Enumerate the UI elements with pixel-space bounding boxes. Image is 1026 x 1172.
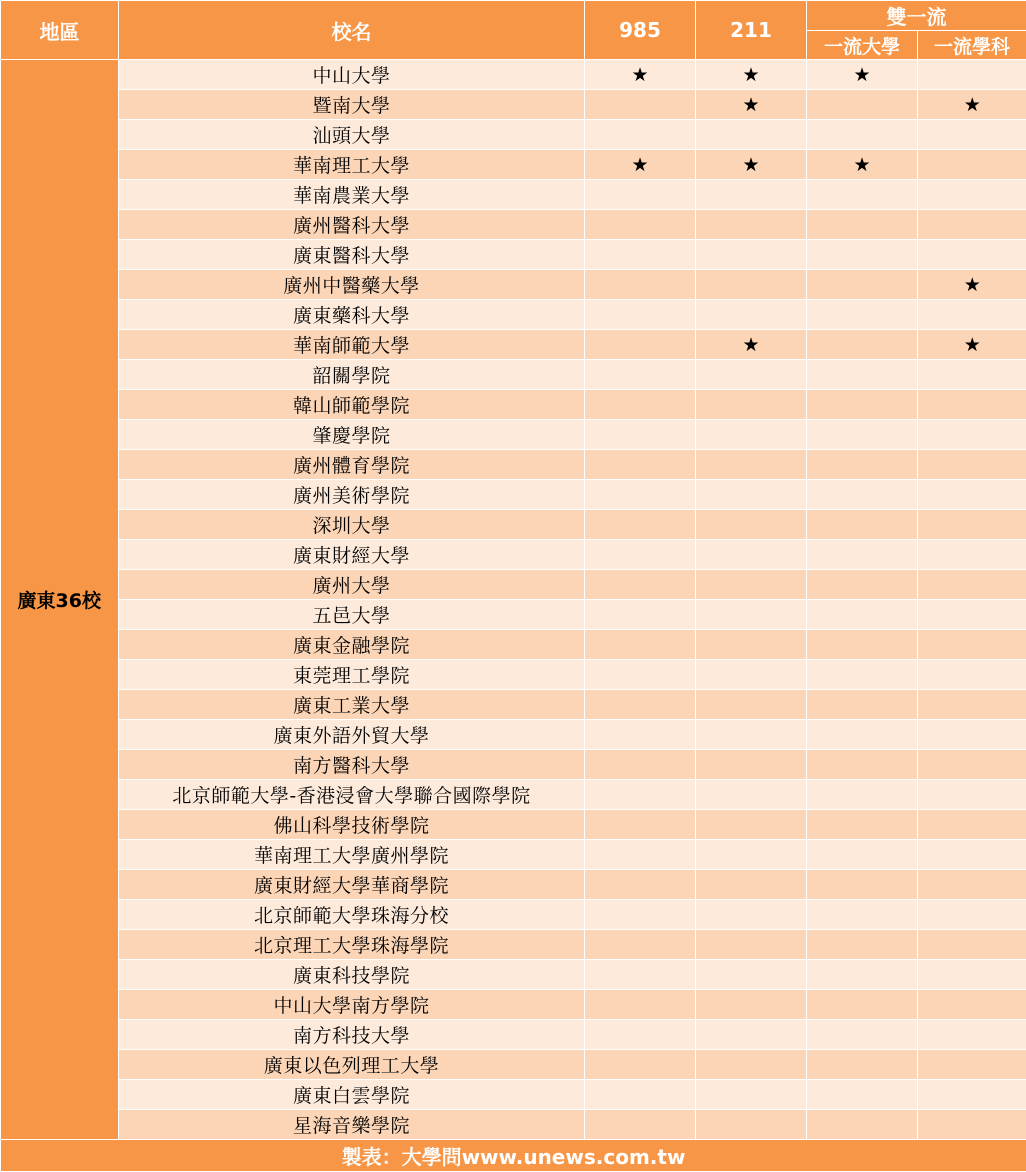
- cell-211: [696, 270, 807, 300]
- school-name-cell: 廣州大學: [119, 570, 585, 600]
- table-row: [1, 390, 1026, 420]
- table-row: [1, 240, 1026, 270]
- cell-first-class-university: [807, 540, 918, 570]
- cell-first-class-subject: [918, 540, 1026, 570]
- table-row: [1, 210, 1026, 240]
- cell-211: [696, 420, 807, 450]
- table-row: [1, 180, 1026, 210]
- cell-211: [696, 990, 807, 1020]
- cell-211: [696, 390, 807, 420]
- table-row: [1, 600, 1026, 630]
- school-name-cell: 廣州美術學院: [119, 480, 585, 510]
- school-name-cell: 華南理工大學廣州學院: [119, 840, 585, 870]
- table-row: [1, 990, 1026, 1020]
- cell-985: [585, 930, 696, 960]
- table-body: [1, 60, 1026, 1140]
- cell-first-class-university: [807, 300, 918, 330]
- cell-211: [696, 690, 807, 720]
- cell-first-class-university: [807, 960, 918, 990]
- cell-985: [585, 270, 696, 300]
- cell-first-class-subject: ★: [918, 270, 1026, 300]
- cell-985: ★: [585, 150, 696, 180]
- cell-211: [696, 1110, 807, 1140]
- table-row: [1, 840, 1026, 870]
- cell-985: [585, 540, 696, 570]
- cell-985: [585, 1020, 696, 1050]
- cell-985: [585, 870, 696, 900]
- school-name-cell: 廣東科技學院: [119, 960, 585, 990]
- school-name-cell: 深圳大學: [119, 510, 585, 540]
- cell-first-class-university: [807, 900, 918, 930]
- school-name-cell: 廣東外語外貿大學: [119, 720, 585, 750]
- cell-first-class-subject: [918, 1020, 1026, 1050]
- cell-211: [696, 540, 807, 570]
- cell-211: [696, 900, 807, 930]
- cell-first-class-subject: ★: [918, 90, 1026, 120]
- school-name-cell: 廣東財經大學: [119, 540, 585, 570]
- school-name-cell: 華南理工大學: [119, 150, 585, 180]
- cell-985: [585, 450, 696, 480]
- cell-211: [696, 240, 807, 270]
- cell-first-class-subject: [918, 480, 1026, 510]
- cell-211: [696, 510, 807, 540]
- cell-first-class-subject: [918, 600, 1026, 630]
- header-double-first-class: 雙一流: [807, 1, 1026, 31]
- cell-first-class-university: ★: [807, 60, 918, 90]
- cell-211: ★: [696, 150, 807, 180]
- cell-first-class-subject: [918, 930, 1026, 960]
- cell-985: [585, 210, 696, 240]
- cell-first-class-subject: [918, 570, 1026, 600]
- cell-211: [696, 300, 807, 330]
- header-region: 地區: [1, 1, 119, 60]
- table-row: [1, 60, 1026, 90]
- cell-985: [585, 420, 696, 450]
- cell-first-class-university: [807, 720, 918, 750]
- cell-211: ★: [696, 90, 807, 120]
- cell-first-class-university: [807, 660, 918, 690]
- table-row: [1, 480, 1026, 510]
- cell-211: [696, 120, 807, 150]
- cell-first-class-university: [807, 450, 918, 480]
- cell-first-class-subject: [918, 420, 1026, 450]
- cell-first-class-subject: [918, 840, 1026, 870]
- table-row: [1, 120, 1026, 150]
- table-row: [1, 450, 1026, 480]
- cell-211: [696, 480, 807, 510]
- school-name-cell: 廣東醫科大學: [119, 240, 585, 270]
- cell-985: [585, 120, 696, 150]
- cell-first-class-subject: [918, 1110, 1026, 1140]
- cell-211: [696, 810, 807, 840]
- cell-211: [696, 600, 807, 630]
- cell-first-class-university: [807, 510, 918, 540]
- school-name-cell: 廣州醫科大學: [119, 210, 585, 240]
- school-name-cell: 北京理工大學珠海學院: [119, 930, 585, 960]
- cell-211: [696, 930, 807, 960]
- school-name-cell: 南方科技大學: [119, 1020, 585, 1050]
- school-name-cell: 廣州中醫藥大學: [119, 270, 585, 300]
- school-name-cell: 廣州體育學院: [119, 450, 585, 480]
- school-name-cell: 廣東金融學院: [119, 630, 585, 660]
- table-row: [1, 660, 1026, 690]
- cell-first-class-university: [807, 630, 918, 660]
- school-name-cell: 廣東財經大學華商學院: [119, 870, 585, 900]
- cell-985: [585, 900, 696, 930]
- table-row: [1, 930, 1026, 960]
- table-row: [1, 1110, 1026, 1140]
- cell-985: [585, 330, 696, 360]
- cell-first-class-university: [807, 210, 918, 240]
- cell-first-class-subject: [918, 360, 1026, 390]
- cell-211: [696, 180, 807, 210]
- cell-211: [696, 780, 807, 810]
- cell-first-class-university: [807, 840, 918, 870]
- cell-985: [585, 780, 696, 810]
- school-name-cell: 佛山科學技術學院: [119, 810, 585, 840]
- cell-985: [585, 600, 696, 630]
- cell-985: [585, 360, 696, 390]
- header-first-class-university: 一流大學: [807, 31, 918, 60]
- cell-211: [696, 360, 807, 390]
- cell-first-class-subject: [918, 870, 1026, 900]
- cell-211: [696, 1050, 807, 1080]
- cell-211: [696, 840, 807, 870]
- cell-first-class-university: [807, 240, 918, 270]
- school-name-cell: 中山大學: [119, 60, 585, 90]
- cell-985: [585, 810, 696, 840]
- cell-first-class-subject: [918, 180, 1026, 210]
- school-name-cell: 北京師範大學-香港浸會大學聯合國際學院: [119, 780, 585, 810]
- cell-211: [696, 960, 807, 990]
- school-name-cell: 北京師範大學珠海分校: [119, 900, 585, 930]
- table-row: [1, 750, 1026, 780]
- table-row: [1, 630, 1026, 660]
- school-name-cell: 肇慶學院: [119, 420, 585, 450]
- cell-first-class-subject: [918, 510, 1026, 540]
- cell-211: ★: [696, 60, 807, 90]
- cell-first-class-subject: [918, 240, 1026, 270]
- table-row: [1, 810, 1026, 840]
- cell-first-class-university: [807, 810, 918, 840]
- cell-985: [585, 180, 696, 210]
- cell-985: [585, 570, 696, 600]
- cell-985: [585, 690, 696, 720]
- cell-first-class-subject: [918, 900, 1026, 930]
- table-row: [1, 960, 1026, 990]
- cell-first-class-university: [807, 390, 918, 420]
- cell-211: [696, 1080, 807, 1110]
- cell-first-class-subject: [918, 630, 1026, 660]
- table-row: [1, 330, 1026, 360]
- cell-211: [696, 1020, 807, 1050]
- cell-985: [585, 750, 696, 780]
- cell-985: [585, 390, 696, 420]
- header-211: 211: [696, 1, 807, 60]
- cell-first-class-university: [807, 120, 918, 150]
- school-name-cell: 廣東白雲學院: [119, 1080, 585, 1110]
- cell-first-class-university: [807, 180, 918, 210]
- cell-985: [585, 300, 696, 330]
- table-row: [1, 870, 1026, 900]
- cell-first-class-university: [807, 690, 918, 720]
- cell-first-class-university: ★: [807, 150, 918, 180]
- cell-211: [696, 210, 807, 240]
- school-name-cell: 五邑大學: [119, 600, 585, 630]
- cell-first-class-university: [807, 870, 918, 900]
- cell-first-class-subject: ★: [918, 330, 1026, 360]
- table-row: [1, 270, 1026, 300]
- cell-first-class-university: [807, 1050, 918, 1080]
- school-name-cell: 汕頭大學: [119, 120, 585, 150]
- cell-985: [585, 1110, 696, 1140]
- cell-first-class-university: [807, 270, 918, 300]
- school-name-cell: 廣東以色列理工大學: [119, 1050, 585, 1080]
- table-row: [1, 1050, 1026, 1080]
- cell-211: [696, 660, 807, 690]
- header-school-name: 校名: [119, 1, 585, 60]
- cell-first-class-subject: [918, 1050, 1026, 1080]
- school-name-cell: 華南農業大學: [119, 180, 585, 210]
- cell-first-class-subject: [918, 990, 1026, 1020]
- table-row: [1, 780, 1026, 810]
- cell-first-class-subject: [918, 750, 1026, 780]
- cell-first-class-university: [807, 1110, 918, 1140]
- header-985: 985: [585, 1, 696, 60]
- cell-first-class-subject: [918, 120, 1026, 150]
- table-row: [1, 150, 1026, 180]
- cell-first-class-university: [807, 990, 918, 1020]
- school-name-cell: 南方醫科大學: [119, 750, 585, 780]
- table-row: [1, 90, 1026, 120]
- cell-211: [696, 570, 807, 600]
- school-name-cell: 韓山師範學院: [119, 390, 585, 420]
- cell-first-class-subject: [918, 780, 1026, 810]
- cell-211: [696, 630, 807, 660]
- cell-985: [585, 510, 696, 540]
- cell-985: [585, 990, 696, 1020]
- table-row: [1, 900, 1026, 930]
- region-cell: 廣東36校: [1, 60, 119, 1140]
- cell-211: [696, 750, 807, 780]
- cell-211: [696, 720, 807, 750]
- table-row: [1, 540, 1026, 570]
- table-row: [1, 1080, 1026, 1110]
- cell-first-class-university: [807, 1020, 918, 1050]
- cell-first-class-subject: [918, 810, 1026, 840]
- table-row: [1, 510, 1026, 540]
- cell-first-class-university: [807, 1080, 918, 1110]
- cell-first-class-subject: [918, 960, 1026, 990]
- cell-211: ★: [696, 330, 807, 360]
- school-name-cell: 華南師範大學: [119, 330, 585, 360]
- cell-985: [585, 660, 696, 690]
- cell-first-class-subject: [918, 300, 1026, 330]
- table-row: [1, 300, 1026, 330]
- cell-first-class-university: [807, 360, 918, 390]
- cell-211: [696, 450, 807, 480]
- cell-first-class-university: [807, 750, 918, 780]
- cell-985: [585, 630, 696, 660]
- table-row: [1, 420, 1026, 450]
- cell-first-class-subject: [918, 720, 1026, 750]
- school-name-cell: 中山大學南方學院: [119, 990, 585, 1020]
- cell-first-class-university: [807, 90, 918, 120]
- school-name-cell: 韶關學院: [119, 360, 585, 390]
- cell-985: [585, 90, 696, 120]
- cell-first-class-university: [807, 930, 918, 960]
- header-first-class-subject: 一流學科: [918, 31, 1026, 60]
- table-row: [1, 720, 1026, 750]
- cell-first-class-university: [807, 600, 918, 630]
- cell-985: [585, 240, 696, 270]
- cell-first-class-subject: [918, 210, 1026, 240]
- cell-first-class-subject: [918, 60, 1026, 90]
- school-name-cell: 東莞理工學院: [119, 660, 585, 690]
- cell-985: [585, 720, 696, 750]
- cell-first-class-university: [807, 420, 918, 450]
- cell-first-class-university: [807, 570, 918, 600]
- cell-first-class-university: [807, 330, 918, 360]
- table-row: [1, 1020, 1026, 1050]
- cell-first-class-subject: [918, 660, 1026, 690]
- table-footer-credit: 製表：大學問www.unews.com.tw: [1, 1140, 1026, 1172]
- cell-first-class-university: [807, 480, 918, 510]
- cell-985: [585, 1080, 696, 1110]
- cell-985: ★: [585, 60, 696, 90]
- school-name-cell: 暨南大學: [119, 90, 585, 120]
- school-name-cell: 星海音樂學院: [119, 1110, 585, 1140]
- cell-985: [585, 960, 696, 990]
- table-row: [1, 690, 1026, 720]
- cell-985: [585, 1050, 696, 1080]
- school-name-cell: 廣東工業大學: [119, 690, 585, 720]
- cell-first-class-subject: [918, 150, 1026, 180]
- cell-first-class-university: [807, 780, 918, 810]
- cell-985: [585, 480, 696, 510]
- cell-first-class-subject: [918, 1080, 1026, 1110]
- cell-211: [696, 870, 807, 900]
- cell-first-class-subject: [918, 450, 1026, 480]
- cell-first-class-subject: [918, 690, 1026, 720]
- table-row: [1, 360, 1026, 390]
- school-name-cell: 廣東藥科大學: [119, 300, 585, 330]
- cell-985: [585, 840, 696, 870]
- table-row: [1, 570, 1026, 600]
- cell-first-class-subject: [918, 390, 1026, 420]
